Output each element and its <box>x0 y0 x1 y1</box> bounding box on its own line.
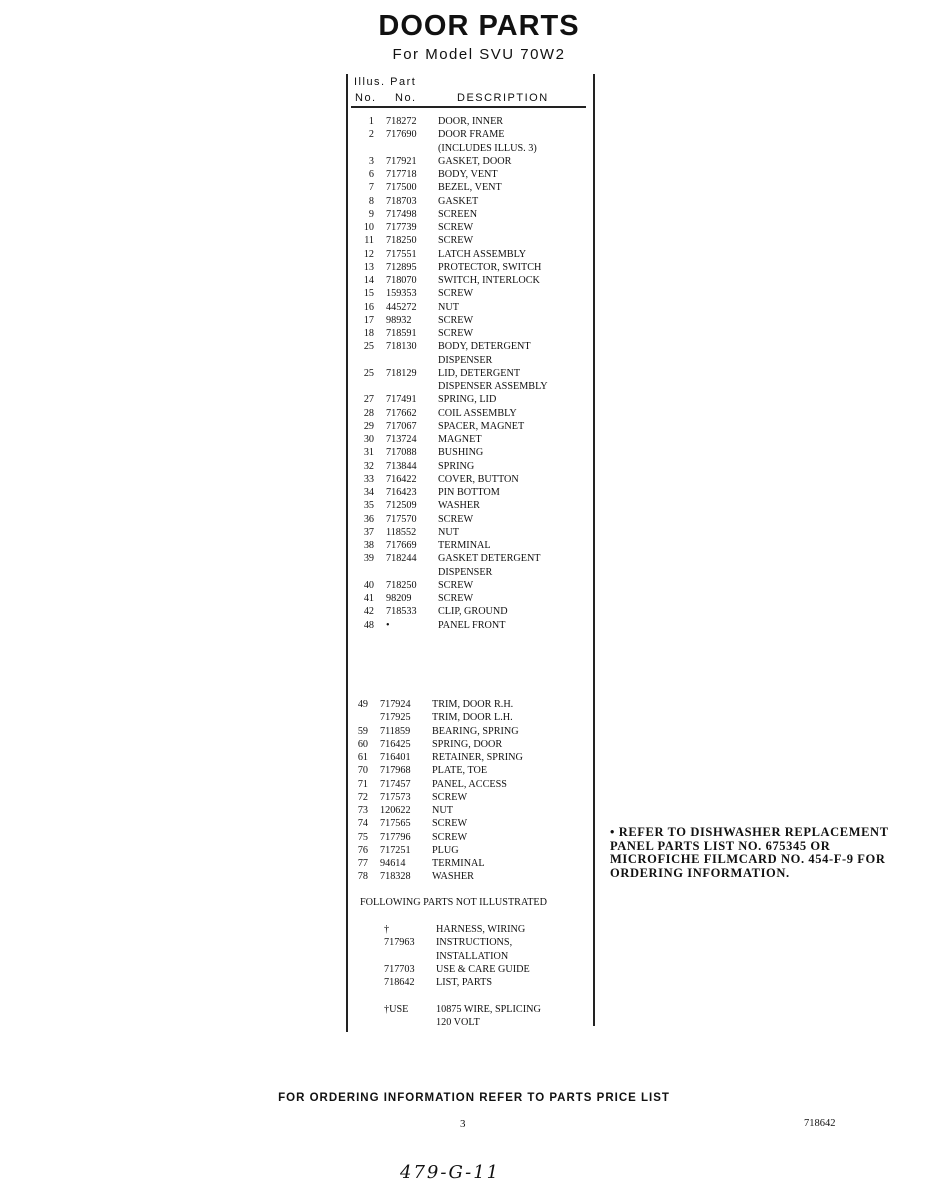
illus-number: 78 <box>357 871 368 883</box>
part-number: 713724 <box>386 434 417 445</box>
document-number: 718642 <box>804 1118 836 1129</box>
part-number: 717921 <box>386 155 417 167</box>
part-description: PANEL FRONT <box>438 619 506 631</box>
part-description: PROTECTOR, SWITCH <box>438 261 542 273</box>
table-row <box>346 698 586 711</box>
table-row <box>352 407 592 420</box>
part-description: RETAINER, SPRING <box>432 752 523 763</box>
part-description: (INCLUDES ILLUS. 3) <box>438 142 537 154</box>
part-number: 712895 <box>386 261 417 273</box>
ordering-footer: FOR ORDERING INFORMATION REFER TO PARTS PRICE LIST <box>278 1092 670 1104</box>
table-row <box>346 831 586 844</box>
part-description: GASKET, DOOR <box>438 155 512 167</box>
part-number: 716422 <box>386 473 417 485</box>
table-row <box>352 208 592 221</box>
part-description: DOOR, INNER <box>438 116 504 127</box>
table-row <box>352 367 592 380</box>
part-description: SPACER, MAGNET <box>438 420 525 432</box>
illus-number: 72 <box>357 791 368 803</box>
table-row <box>346 791 586 804</box>
part-number: 717500 <box>386 182 417 194</box>
illus-number: 6 <box>368 169 374 180</box>
part-number: 717963 <box>384 937 415 949</box>
part-description: BUSHING <box>438 447 484 459</box>
illus-number: 30 <box>363 434 374 445</box>
illus-number: 9 <box>368 208 374 220</box>
illus-number: 71 <box>357 778 368 790</box>
part-number: 717968 <box>380 765 411 777</box>
table-row <box>352 155 592 168</box>
header-description: DESCRIPTION <box>457 92 549 104</box>
table-row <box>350 936 590 949</box>
illus-number: 35 <box>363 500 374 512</box>
part-description: SCREW <box>438 328 474 339</box>
illus-number: 39 <box>363 553 374 565</box>
table-row <box>352 486 592 499</box>
part-description: TERMINAL <box>432 858 485 869</box>
table-row <box>352 539 592 552</box>
part-description: SCREW <box>438 579 474 591</box>
illus-number: 49 <box>357 699 368 710</box>
illus-number: 15 <box>363 288 374 300</box>
illus-number: 74 <box>357 818 368 830</box>
table-row <box>352 221 592 234</box>
illus-number: 34 <box>363 487 374 498</box>
part-description: TRIM, DOOR L.H. <box>432 712 513 724</box>
part-number: 716423 <box>386 487 417 498</box>
illus-number: 61 <box>357 752 368 763</box>
not-illustrated-list <box>350 923 590 1029</box>
table-row <box>346 725 586 738</box>
illus-number: 1 <box>368 116 374 127</box>
header-illus-part: Illus. Part <box>354 76 417 88</box>
part-number: 718328 <box>380 871 411 883</box>
table-row <box>346 844 586 857</box>
part-number: 717251 <box>380 844 411 856</box>
part-description: SPRING <box>438 460 475 472</box>
part-number: 717570 <box>386 513 417 525</box>
illus-number: 29 <box>363 420 374 432</box>
part-description: SPRING, LID <box>438 394 497 406</box>
illus-number: 31 <box>363 447 374 459</box>
illus-number: 36 <box>363 513 374 525</box>
part-description: MAGNET <box>438 434 482 445</box>
not-illustrated-heading: FOLLOWING PARTS NOT ILLUSTRATED <box>360 897 548 908</box>
table-row <box>352 393 592 406</box>
part-description: SCREW <box>438 314 474 326</box>
table-row <box>350 1016 590 1029</box>
part-description: WASHER <box>432 871 474 883</box>
part-description: SPRING, DOOR <box>432 738 503 750</box>
table-row <box>350 923 590 936</box>
table-row <box>352 592 592 605</box>
part-description: INSTRUCTIONS, <box>436 937 513 949</box>
part-description: DISPENSER <box>438 566 493 578</box>
part-number: 120622 <box>380 805 411 816</box>
table-row <box>346 764 586 777</box>
table-row <box>352 340 592 353</box>
replacement-panel-note: • REFER TO DISHWASHER REPLACEMENT PANEL PARTS LIST NO. 675345 OR MICROFICHE FILMCARD NO. 454-F-9 FOR ORDERING INFORMATION. <box>610 825 889 880</box>
table-row <box>350 976 590 989</box>
part-number: 717067 <box>386 420 417 432</box>
table-row <box>352 142 592 155</box>
illus-number: 7 <box>368 182 374 194</box>
table-row <box>346 817 586 830</box>
part-number: 717669 <box>386 540 417 551</box>
illus-number: 12 <box>363 248 374 260</box>
table-row <box>352 248 592 261</box>
part-number: † <box>384 924 390 935</box>
part-number: • <box>386 619 390 631</box>
part-number: 717491 <box>386 394 417 406</box>
illus-number: 42 <box>363 606 374 618</box>
part-description: SCREW <box>438 288 474 300</box>
page-title: DOOR PARTS <box>378 10 580 42</box>
part-description: INSTALLATION <box>436 950 509 962</box>
part-number: 718244 <box>386 553 417 565</box>
part-description: LATCH ASSEMBLY <box>438 248 527 260</box>
part-number: 717796 <box>380 831 411 843</box>
part-number: 717662 <box>386 407 417 419</box>
part-description: CLIP, GROUND <box>438 606 508 618</box>
part-description: SCREW <box>432 818 468 830</box>
illus-number: 14 <box>363 275 374 286</box>
part-number: 94614 <box>380 858 406 869</box>
part-description: COVER, BUTTON <box>438 473 519 485</box>
part-description: PLATE, TOE <box>432 765 488 777</box>
part-description: TERMINAL <box>438 540 491 551</box>
page-number: 3 <box>460 1118 466 1130</box>
illus-number: 11 <box>364 235 374 247</box>
part-number: 98932 <box>386 314 412 326</box>
illus-number: 59 <box>357 725 368 737</box>
part-description: DISPENSER <box>438 354 493 366</box>
part-number: 717088 <box>386 447 417 459</box>
table-row <box>352 287 592 300</box>
part-number: 717690 <box>386 129 417 141</box>
table-row <box>352 115 592 128</box>
table-row <box>350 963 590 976</box>
illus-number: 33 <box>363 473 374 485</box>
part-number: †USE <box>384 1003 409 1015</box>
part-description: 10875 WIRE, SPLICING <box>436 1003 541 1015</box>
table-row <box>352 301 592 314</box>
part-number: 717924 <box>380 699 411 710</box>
part-description: SCREW <box>432 831 468 843</box>
part-description: SCREW <box>438 593 474 604</box>
table-row <box>346 751 586 764</box>
part-description: DISPENSER ASSEMBLY <box>438 381 548 392</box>
table-row <box>352 526 592 539</box>
part-description: BODY, VENT <box>438 169 498 180</box>
table-row <box>352 354 592 367</box>
table-row <box>350 1003 590 1016</box>
part-number: 717573 <box>380 791 411 803</box>
table-row <box>352 446 592 459</box>
part-description: SCREW <box>432 791 468 803</box>
part-description: GASKET DETERGENT <box>438 553 541 565</box>
table-row <box>352 605 592 618</box>
part-description: 120 VOLT <box>436 1016 480 1028</box>
illus-number: 3 <box>368 155 374 167</box>
part-number: 718129 <box>386 367 417 379</box>
table-row <box>352 499 592 512</box>
part-number: 718250 <box>386 579 417 591</box>
part-description: PIN BOTTOM <box>438 487 500 498</box>
part-number: 716401 <box>380 752 411 763</box>
illus-number: 16 <box>363 301 374 313</box>
parts-list <box>352 115 592 632</box>
table-row <box>346 857 586 870</box>
table-row <box>352 552 592 565</box>
table-row <box>352 314 592 327</box>
table-row <box>350 950 590 963</box>
part-description: HARNESS, WIRING <box>436 924 526 935</box>
table-row <box>352 460 592 473</box>
part-description: BEZEL, VENT <box>438 182 502 194</box>
table-left-border <box>346 74 348 1032</box>
part-number: 717739 <box>386 222 417 233</box>
table-row <box>352 234 592 247</box>
part-description: DOOR FRAME <box>438 129 505 141</box>
part-number: 718272 <box>386 116 417 127</box>
header-illus-no: No. <box>355 92 377 104</box>
part-description: GASKET <box>438 195 479 207</box>
illus-number: 13 <box>363 261 374 273</box>
table-row <box>352 380 592 393</box>
part-number: 718703 <box>386 195 417 207</box>
part-description: TRIM, DOOR R.H. <box>432 699 514 710</box>
part-number: 716425 <box>380 738 411 750</box>
table-row <box>346 738 586 751</box>
part-description: BODY, DETERGENT <box>438 341 531 353</box>
part-number: 711859 <box>380 725 411 737</box>
part-description: PANEL, ACCESS <box>432 778 507 790</box>
part-number: 118552 <box>386 526 417 538</box>
illus-number: 60 <box>357 738 368 750</box>
table-row <box>352 473 592 486</box>
part-number: 445272 <box>386 301 417 313</box>
part-number: 717718 <box>386 169 417 180</box>
illus-number: 18 <box>363 328 374 339</box>
part-number: 717457 <box>380 778 411 790</box>
table-row <box>352 195 592 208</box>
part-number: 717565 <box>380 818 411 830</box>
parts-list-continued <box>346 698 586 884</box>
table-row <box>350 989 590 1002</box>
illus-number: 77 <box>357 858 368 869</box>
table-row <box>352 181 592 194</box>
part-description: COIL ASSEMBLY <box>438 407 517 419</box>
part-number: 718642 <box>384 977 415 988</box>
part-number: 717925 <box>380 712 411 724</box>
part-description: SCREW <box>438 235 474 247</box>
illus-number: 41 <box>363 593 374 604</box>
illus-number: 10 <box>363 222 374 233</box>
part-number: 718591 <box>386 328 417 339</box>
part-number: 712509 <box>386 500 417 512</box>
model-subtitle: For Model SVU 70W2 <box>392 46 566 63</box>
header-rule <box>351 106 586 108</box>
table-row <box>352 619 592 632</box>
header-part-no: No. <box>395 92 417 104</box>
part-number: 717551 <box>386 248 417 260</box>
illus-number: 32 <box>363 460 374 472</box>
illus-number: 17 <box>363 314 374 326</box>
table-row <box>352 579 592 592</box>
illus-number: 76 <box>357 844 368 856</box>
illus-number: 70 <box>357 765 368 777</box>
part-description: LID, DETERGENT <box>438 367 521 379</box>
part-number: 98209 <box>386 593 412 604</box>
illus-number: 38 <box>363 540 374 551</box>
handwritten-note: 479-G-11 <box>400 1162 501 1183</box>
part-description: SWITCH, INTERLOCK <box>438 275 540 286</box>
part-description: USE & CARE GUIDE <box>436 963 530 975</box>
part-number: 718250 <box>386 235 417 247</box>
part-number: 718130 <box>386 341 417 353</box>
illus-number: 48 <box>363 619 374 631</box>
illus-number: 73 <box>357 805 368 816</box>
part-description: WASHER <box>438 500 480 512</box>
part-description: NUT <box>432 805 453 816</box>
table-right-border <box>593 74 595 1026</box>
table-row <box>352 566 592 579</box>
table-row <box>346 711 586 724</box>
part-number: 713844 <box>386 460 417 472</box>
table-row <box>352 433 592 446</box>
part-description: BEARING, SPRING <box>432 725 519 737</box>
illus-number: 75 <box>357 831 368 843</box>
part-number: 159353 <box>386 288 417 300</box>
illus-number: 40 <box>363 579 374 591</box>
part-number: 717498 <box>386 208 417 220</box>
table-row <box>352 420 592 433</box>
illus-number: 27 <box>363 394 374 406</box>
part-number: 718533 <box>386 606 417 618</box>
part-description: LIST, PARTS <box>436 977 492 988</box>
illus-number: 37 <box>363 526 374 538</box>
table-row <box>352 327 592 340</box>
part-description: NUT <box>438 526 459 538</box>
table-row <box>346 870 586 883</box>
part-number: 718070 <box>386 275 417 286</box>
table-row <box>352 168 592 181</box>
part-description: SCREW <box>438 222 474 233</box>
table-row <box>346 804 586 817</box>
table-row <box>346 778 586 791</box>
part-description: SCREW <box>438 513 474 525</box>
illus-number: 8 <box>368 195 374 207</box>
table-row <box>352 261 592 274</box>
illus-number: 28 <box>363 407 374 419</box>
part-description: SCREEN <box>438 208 478 220</box>
illus-number: 2 <box>368 129 374 141</box>
illus-number: 25 <box>363 341 374 353</box>
table-row <box>352 274 592 287</box>
part-description: NUT <box>438 301 459 313</box>
illus-number: 25 <box>363 367 374 379</box>
table-row <box>352 513 592 526</box>
part-description: PLUG <box>432 844 459 856</box>
table-row <box>352 128 592 141</box>
part-number: 717703 <box>384 963 415 975</box>
